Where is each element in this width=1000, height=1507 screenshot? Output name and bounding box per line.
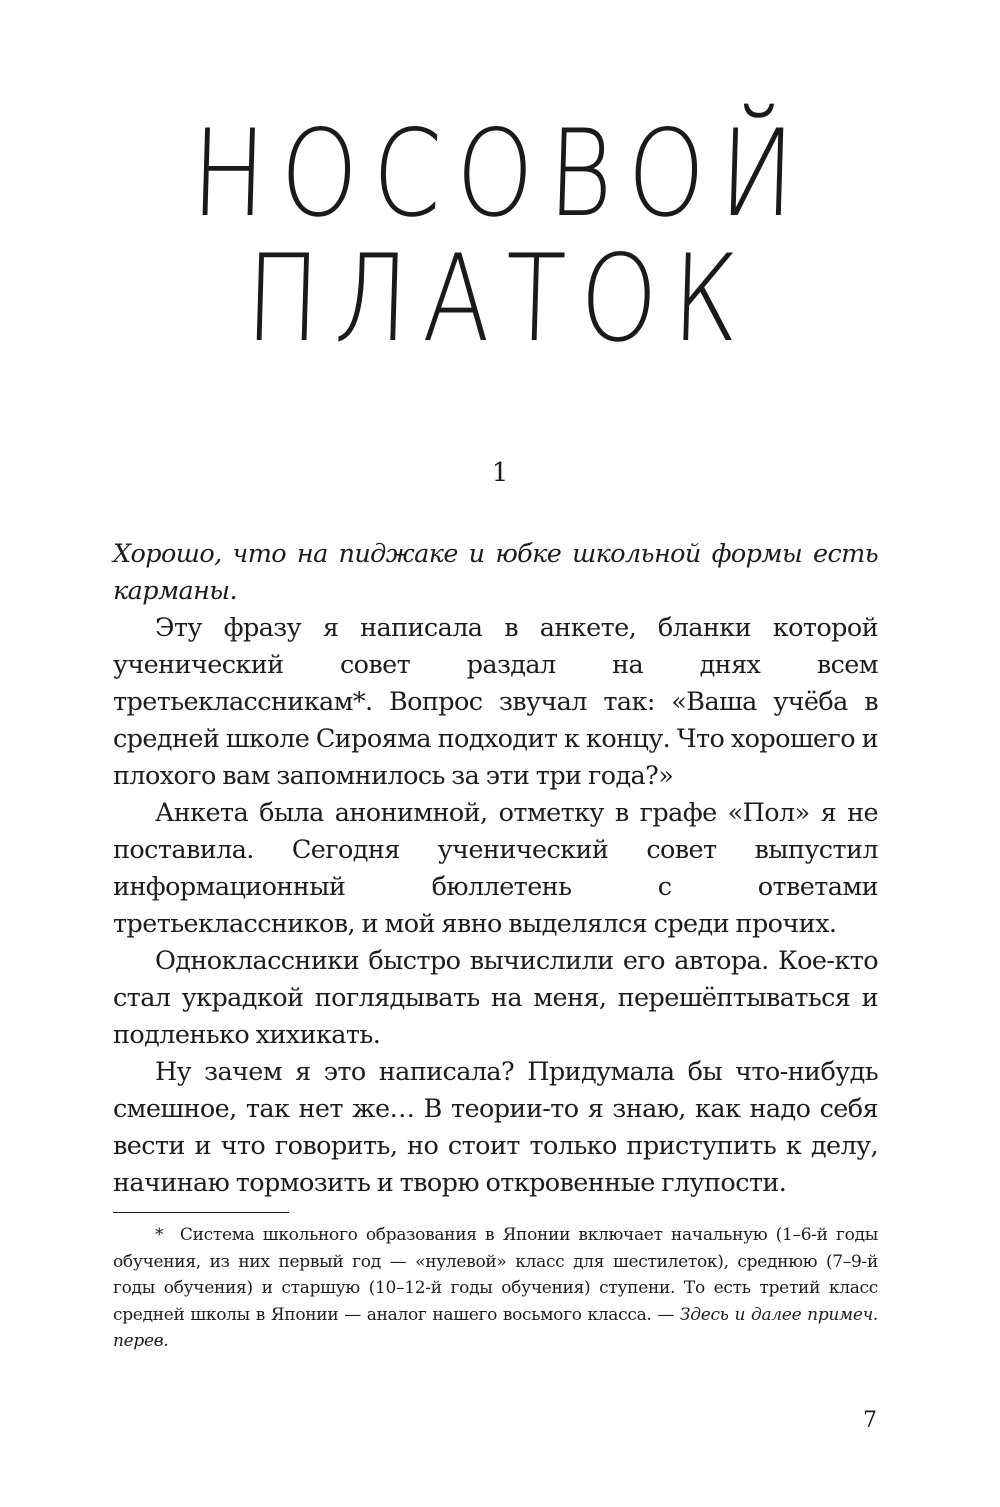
footnote-text: Система школьного образования в Японии включает начальную (1–6-й годы обучения, из них первый год — «нулевой» класс для шестилеток), среднюю (7–9-й годы обучения) и старшую (10–12-й годы обучения) ступени. То есть третий класс средней школы в Японии — аналог нашего восьмого класса. — bbox=[113, 1225, 878, 1325]
chapter-title-line-1 bbox=[0, 105, 1000, 244]
paragraph-3: Анкета была анонимной, отметку в графе «Пол» я не поставила. Сегодня ученический совет выпустил информационный бюллетень с ответами третьеклассников, и мой явно выделялся среди прочих. bbox=[113, 798, 878, 939]
paragraph-4: Одноклассники быстро вычислили его автора. Кое-кто стал украдкой поглядывать на меня, перешёптываться и подленько хихикать. bbox=[113, 946, 878, 1050]
footnote bbox=[113, 1222, 878, 1355]
paragraph-2: Эту фразу я написала в анкете, бланки которой ученический совет раздал на днях всем третьеклассникам*. Вопрос звучал так: «Ваша учёба в средней школе Сирояма подходит к концу. Что хорошего и плохого вам запомнилось за эти три года?» bbox=[113, 613, 878, 791]
chapter-title-line-2 bbox=[0, 230, 1000, 369]
footnote-divider bbox=[113, 1212, 289, 1213]
paragraph-5: Ну зачем я это написала? Придумала бы что-нибудь смешное, так нет же… В теории-то я знаю, как надо себя вести и что говорить, но стоит только приступить к делу, начинаю тормозить и творю откровенные глупости. bbox=[113, 1057, 878, 1198]
footnote-marker: * bbox=[155, 1225, 164, 1245]
page-number: 7 bbox=[863, 1408, 877, 1433]
chapter-title-text-1: НОСОВОЙ bbox=[189, 105, 811, 244]
footnote-italic-tail: Здесь и далее примеч. перев. bbox=[113, 1304, 878, 1351]
chapter-number: 1 bbox=[491, 458, 509, 488]
paragraph-1: Хорошо, что на пиджаке и юбке школьной формы есть карманы. bbox=[113, 539, 878, 606]
body-text bbox=[113, 536, 878, 1202]
chapter-title-text-2: ПЛАТОК bbox=[244, 230, 756, 369]
